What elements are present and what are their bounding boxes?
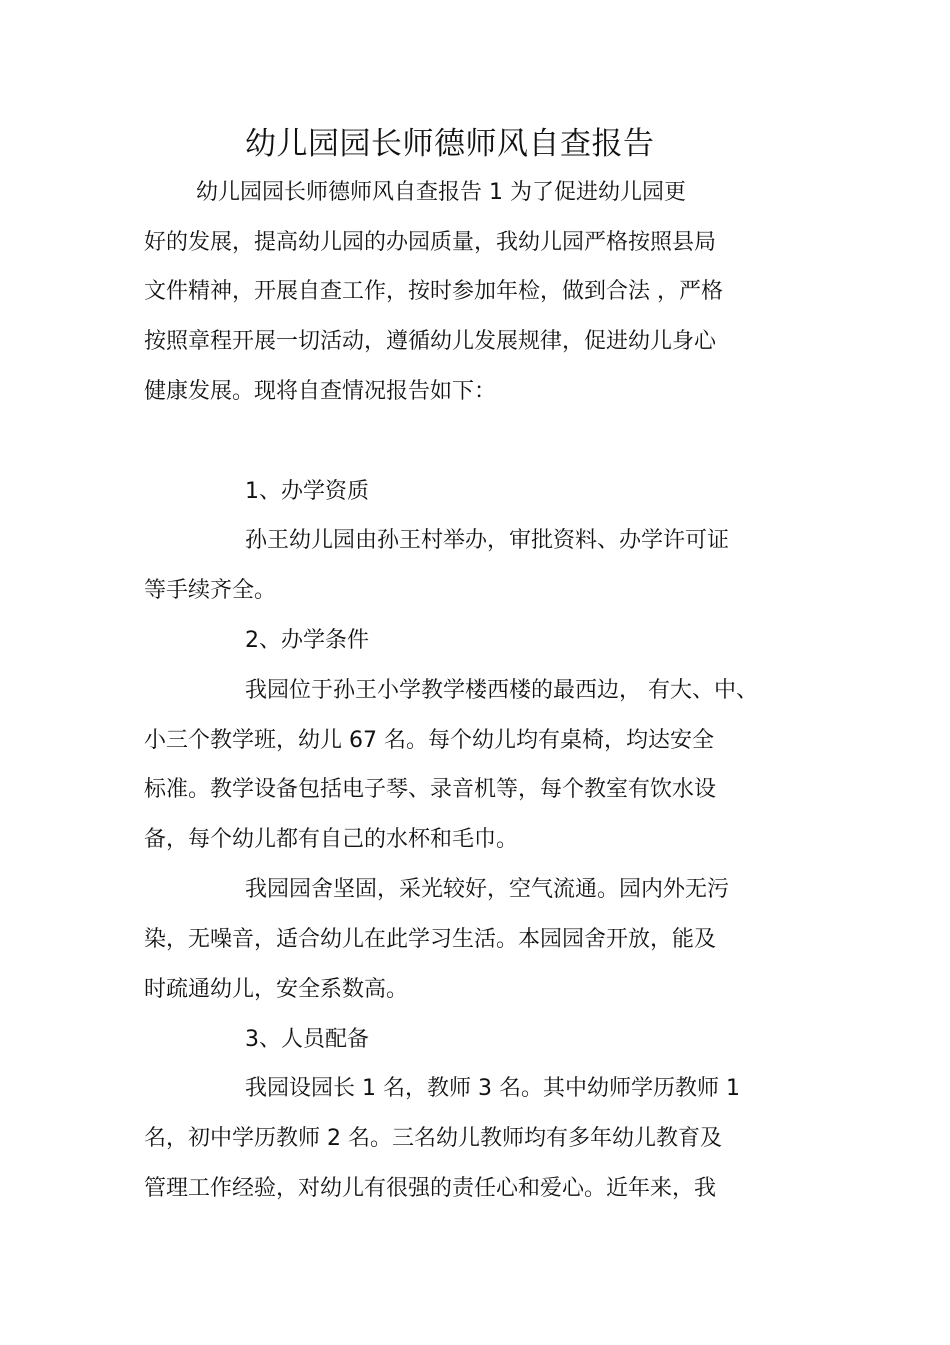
- text-line: 管理工作经验，对幼儿有很强的责任心和爱心。近年来，我: [144, 1176, 717, 1201]
- text-line: 健康发展。现将自查情况报告如下：: [144, 379, 497, 404]
- text-line: 小三个教学班，幼儿 67 名。每个幼儿均有桌椅，均达安全: [144, 728, 714, 753]
- document-title: 幼儿园园长师德师风自查报告: [245, 126, 655, 162]
- section-heading: 2、办学条件: [245, 628, 369, 653]
- text-line: 时疏通幼儿，安全系数高。: [144, 977, 409, 1002]
- text-line: 等手续齐全。: [144, 578, 277, 603]
- section-heading: 3、人员配备: [245, 1027, 369, 1052]
- text-line: 孙王幼儿园由孙王村举办，审批资料、办学许可证: [245, 528, 730, 553]
- text-line: 文件精神，开展自查工作，按时参加年检，做到合法 ，严格: [144, 279, 723, 304]
- text-line: 标准。教学设备包括电子琴、录音机等，每个教室有饮水设: [144, 777, 717, 802]
- text-line: 备，每个幼儿都有自己的水杯和毛巾。: [144, 827, 519, 852]
- text-line: 幼儿园园长师德师风自查报告 1 为了促进幼儿园更: [196, 180, 686, 205]
- text-line: 我园园舍坚固，采光较好，空气流通。园内外无污: [245, 877, 730, 902]
- section-heading: 1、办学资质: [245, 479, 369, 504]
- text-line: 名，初中学历教师 2 名。三名幼儿教师均有多年幼儿教育及: [144, 1126, 722, 1151]
- text-line: 染，无噪音，适合幼儿在此学习生活。本园园舍开放，能及: [144, 927, 717, 952]
- text-line: 我园设园长 1 名，教师 3 名。其中幼师学历教师 1: [245, 1076, 740, 1101]
- text-line: 好的发展，提高幼儿园的办园质量，我幼儿园严格按照县局: [144, 230, 717, 255]
- text-line: 按照章程开展一切活动，遵循幼儿发展规律，促进幼儿身心: [144, 329, 717, 354]
- text-line: 我园位于孙王小学教学楼西楼的最西边， 有大、中、: [245, 678, 758, 703]
